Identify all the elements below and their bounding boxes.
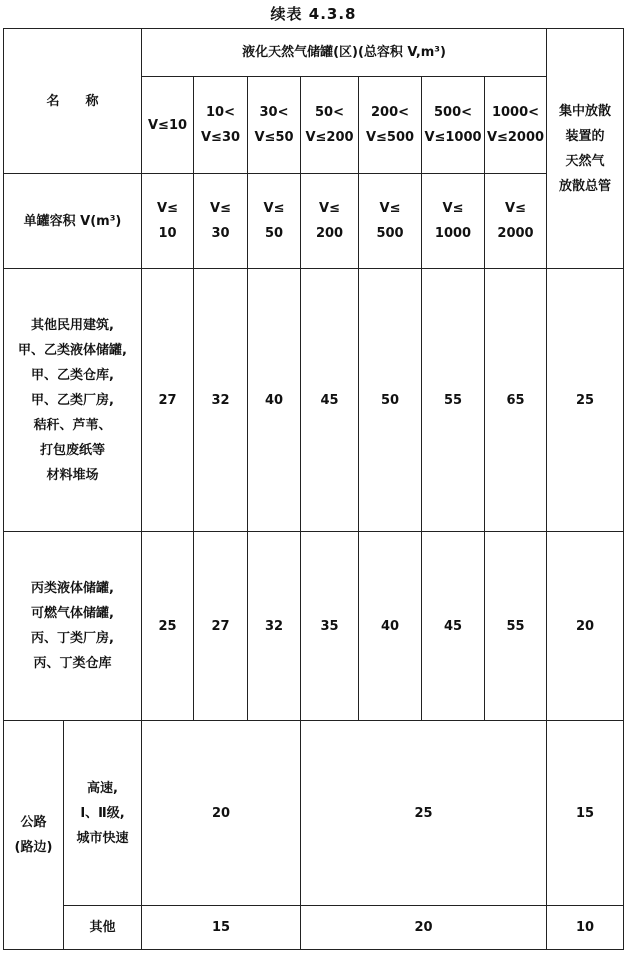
row-label: 丙类液体储罐, 可燃气体储罐, 丙、丁类厂房, 丙、丁类仓库 (4, 532, 142, 721)
table-caption: 续表 4.3.8 (270, 5, 357, 23)
value-cell: 15 (547, 721, 624, 906)
single-tank-header: 单罐容积 V(m³) (4, 174, 142, 269)
single-volume-cell: V≤ 2000 (485, 174, 547, 269)
single-volume-cell: V≤ 10 (142, 174, 194, 269)
value-cell: 20 (547, 532, 624, 721)
range-cell: 50< V≤200 (301, 77, 359, 174)
value-cell: 65 (485, 269, 547, 532)
value-cell: 20 (301, 906, 547, 950)
road-sub-label-highway: 高速, Ⅰ、Ⅱ级, 城市快速 (64, 721, 142, 906)
range-cell: 30< V≤50 (248, 77, 301, 174)
lng-tank-group-header: 液化天然气储罐(区)(总容积 V,m³) (142, 29, 547, 77)
value-cell: 25 (301, 721, 547, 906)
single-volume-cell: V≤ 200 (301, 174, 359, 269)
value-cell: 25 (547, 269, 624, 532)
table-row (4, 721, 624, 906)
value-cell: 40 (248, 269, 301, 532)
value-cell: 45 (301, 269, 359, 532)
value-cell: 27 (142, 269, 194, 532)
value-cell: 45 (422, 532, 485, 721)
value-cell: 55 (422, 269, 485, 532)
value-cell: 25 (142, 532, 194, 721)
spacing-table (3, 28, 624, 950)
value-cell: 32 (194, 269, 248, 532)
range-cell: 1000< V≤2000 (485, 77, 547, 174)
value-cell: 20 (142, 721, 301, 906)
range-cell: 200< V≤500 (359, 77, 422, 174)
table-row (4, 906, 624, 950)
value-cell: 27 (194, 532, 248, 721)
range-cell: 10< V≤30 (194, 77, 248, 174)
value-cell: 35 (301, 532, 359, 721)
table-row (4, 269, 624, 532)
row-label: 其他民用建筑, 甲、乙类液体储罐, 甲、乙类仓库, 甲、乙类厂房, 秸秆、芦苇、 打包废纸等 材料堆场 (4, 269, 142, 532)
single-volume-cell: V≤ 500 (359, 174, 422, 269)
value-cell: 50 (359, 269, 422, 532)
name-header: 名 称 (4, 29, 142, 174)
value-cell: 40 (359, 532, 422, 721)
road-label: 公路 (路边) (4, 721, 64, 950)
value-cell: 55 (485, 532, 547, 721)
value-cell: 15 (142, 906, 301, 950)
single-volume-cell: V≤ 50 (248, 174, 301, 269)
single-volume-cell: V≤ 30 (194, 174, 248, 269)
range-cell: 500< V≤1000 (422, 77, 485, 174)
value-cell: 10 (547, 906, 624, 950)
vent-pipe-header: 集中放散 装置的 天然气 放散总管 (547, 29, 624, 269)
road-sub-label-other: 其他 (64, 906, 142, 950)
value-cell: 32 (248, 532, 301, 721)
range-cell: V≤10 (142, 77, 194, 174)
single-volume-cell: V≤ 1000 (422, 174, 485, 269)
table-row (4, 532, 624, 721)
